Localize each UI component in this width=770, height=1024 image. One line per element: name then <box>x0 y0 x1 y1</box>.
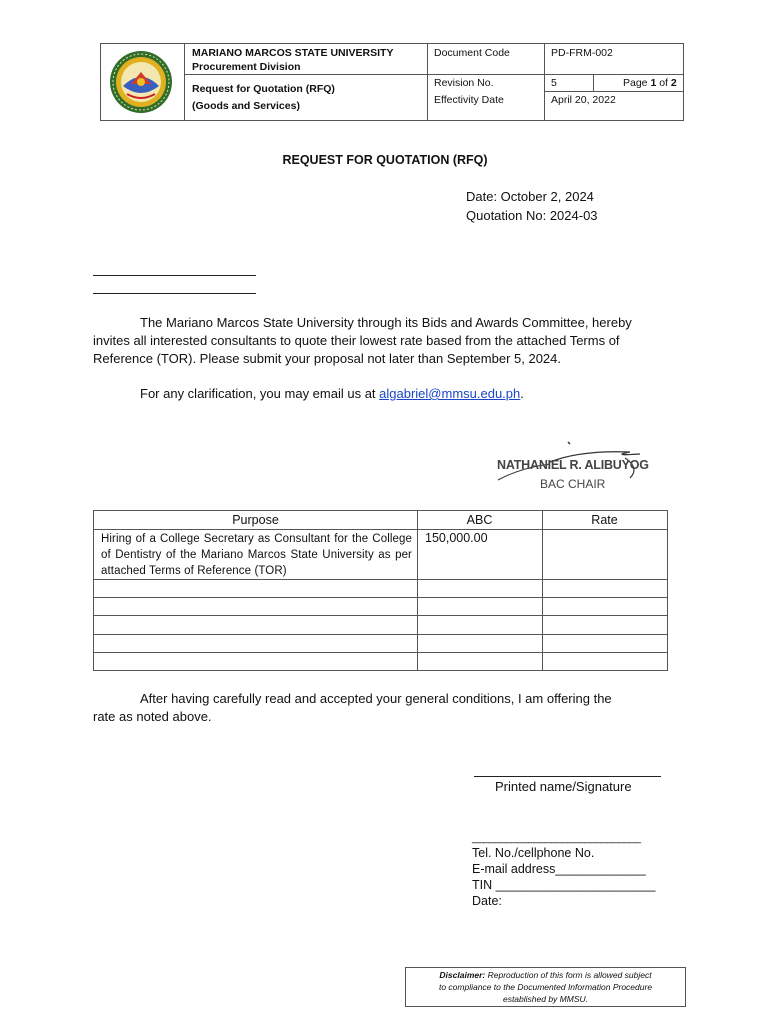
division-name: Procurement Division <box>192 61 301 73</box>
tin-field: TIN _______________________ <box>472 878 656 892</box>
effectivity-value: April 20, 2022 <box>551 94 616 106</box>
disclaimer-box: Disclaimer: Reproduction of this form is allowed subject to compliance to the Documented Information Procedure established by MMSU. <box>405 967 686 1007</box>
abc-cell: 150,000.00 <box>425 531 488 545</box>
revision-value: 5 <box>551 77 557 89</box>
doc-code-value: PD-FRM-002 <box>551 47 613 59</box>
invitation-line-3: Reference (TOR). Please submit your proposal not later than September 5, 2024. <box>93 351 562 366</box>
contact-top-line: ______________________________ <box>472 832 641 844</box>
invitation-line-1: The Mariano Marcos State University through its Bids and Awards Committee, hereby <box>140 315 632 330</box>
clarification-text: For any clarification, you may email us at algabriel@mmsu.edu.ph. <box>140 386 524 401</box>
signatory-name: NATHANIEL R. ALIBUYOG <box>497 458 649 472</box>
effectivity-label: Effectivity Date <box>434 94 504 106</box>
tel-field: Tel. No./cellphone No. <box>472 846 595 860</box>
signature-label: Printed name/Signature <box>495 779 632 794</box>
addressee-line-1 <box>93 275 256 276</box>
offer-line-2: rate as noted above. <box>93 709 212 724</box>
email-field: E-mail address_____________ <box>472 862 646 876</box>
document-header <box>100 43 684 121</box>
page-title: REQUEST FOR QUOTATION (RFQ) <box>282 153 488 167</box>
invitation-line-2: invites all interested consultants to quote their lowest rate based from the attached Terms of <box>93 333 620 348</box>
signatory-position: BAC CHAIR <box>540 477 606 491</box>
signature-line <box>474 776 661 777</box>
date-field: Date: <box>472 894 502 908</box>
column-header-purpose: Purpose <box>232 513 279 527</box>
form-title: Request for Quotation (RFQ) <box>192 83 335 95</box>
email-link[interactable]: algabriel@mmsu.edu.ph <box>379 386 521 401</box>
offer-line-1: After having carefully read and accepted your general conditions, I am offering the <box>140 691 612 706</box>
date-line: Date: October 2, 2024 <box>466 189 594 204</box>
page-indicator: Page 1 of 2 <box>623 77 677 89</box>
column-header-abc: ABC <box>466 513 493 527</box>
university-seal-icon <box>109 50 173 114</box>
quotation-table <box>93 510 668 671</box>
addressee-line-2 <box>93 293 256 294</box>
column-header-rate: Rate <box>591 513 618 527</box>
doc-code-label: Document Code <box>434 47 510 59</box>
university-name: MARIANO MARCOS STATE UNIVERSITY <box>192 47 394 59</box>
quotation-number: Quotation No: 2024-03 <box>466 208 598 223</box>
purpose-cell: Hiring of a College Secretary as Consultant for the College of Dentistry of the Mariano Marcos State University as per attached Terms of Reference (TOR) <box>101 533 412 577</box>
disclaimer-label: Disclaimer: <box>439 970 486 980</box>
form-subtitle: (Goods and Services) <box>192 100 300 112</box>
revision-label: Revision No. <box>434 77 494 89</box>
